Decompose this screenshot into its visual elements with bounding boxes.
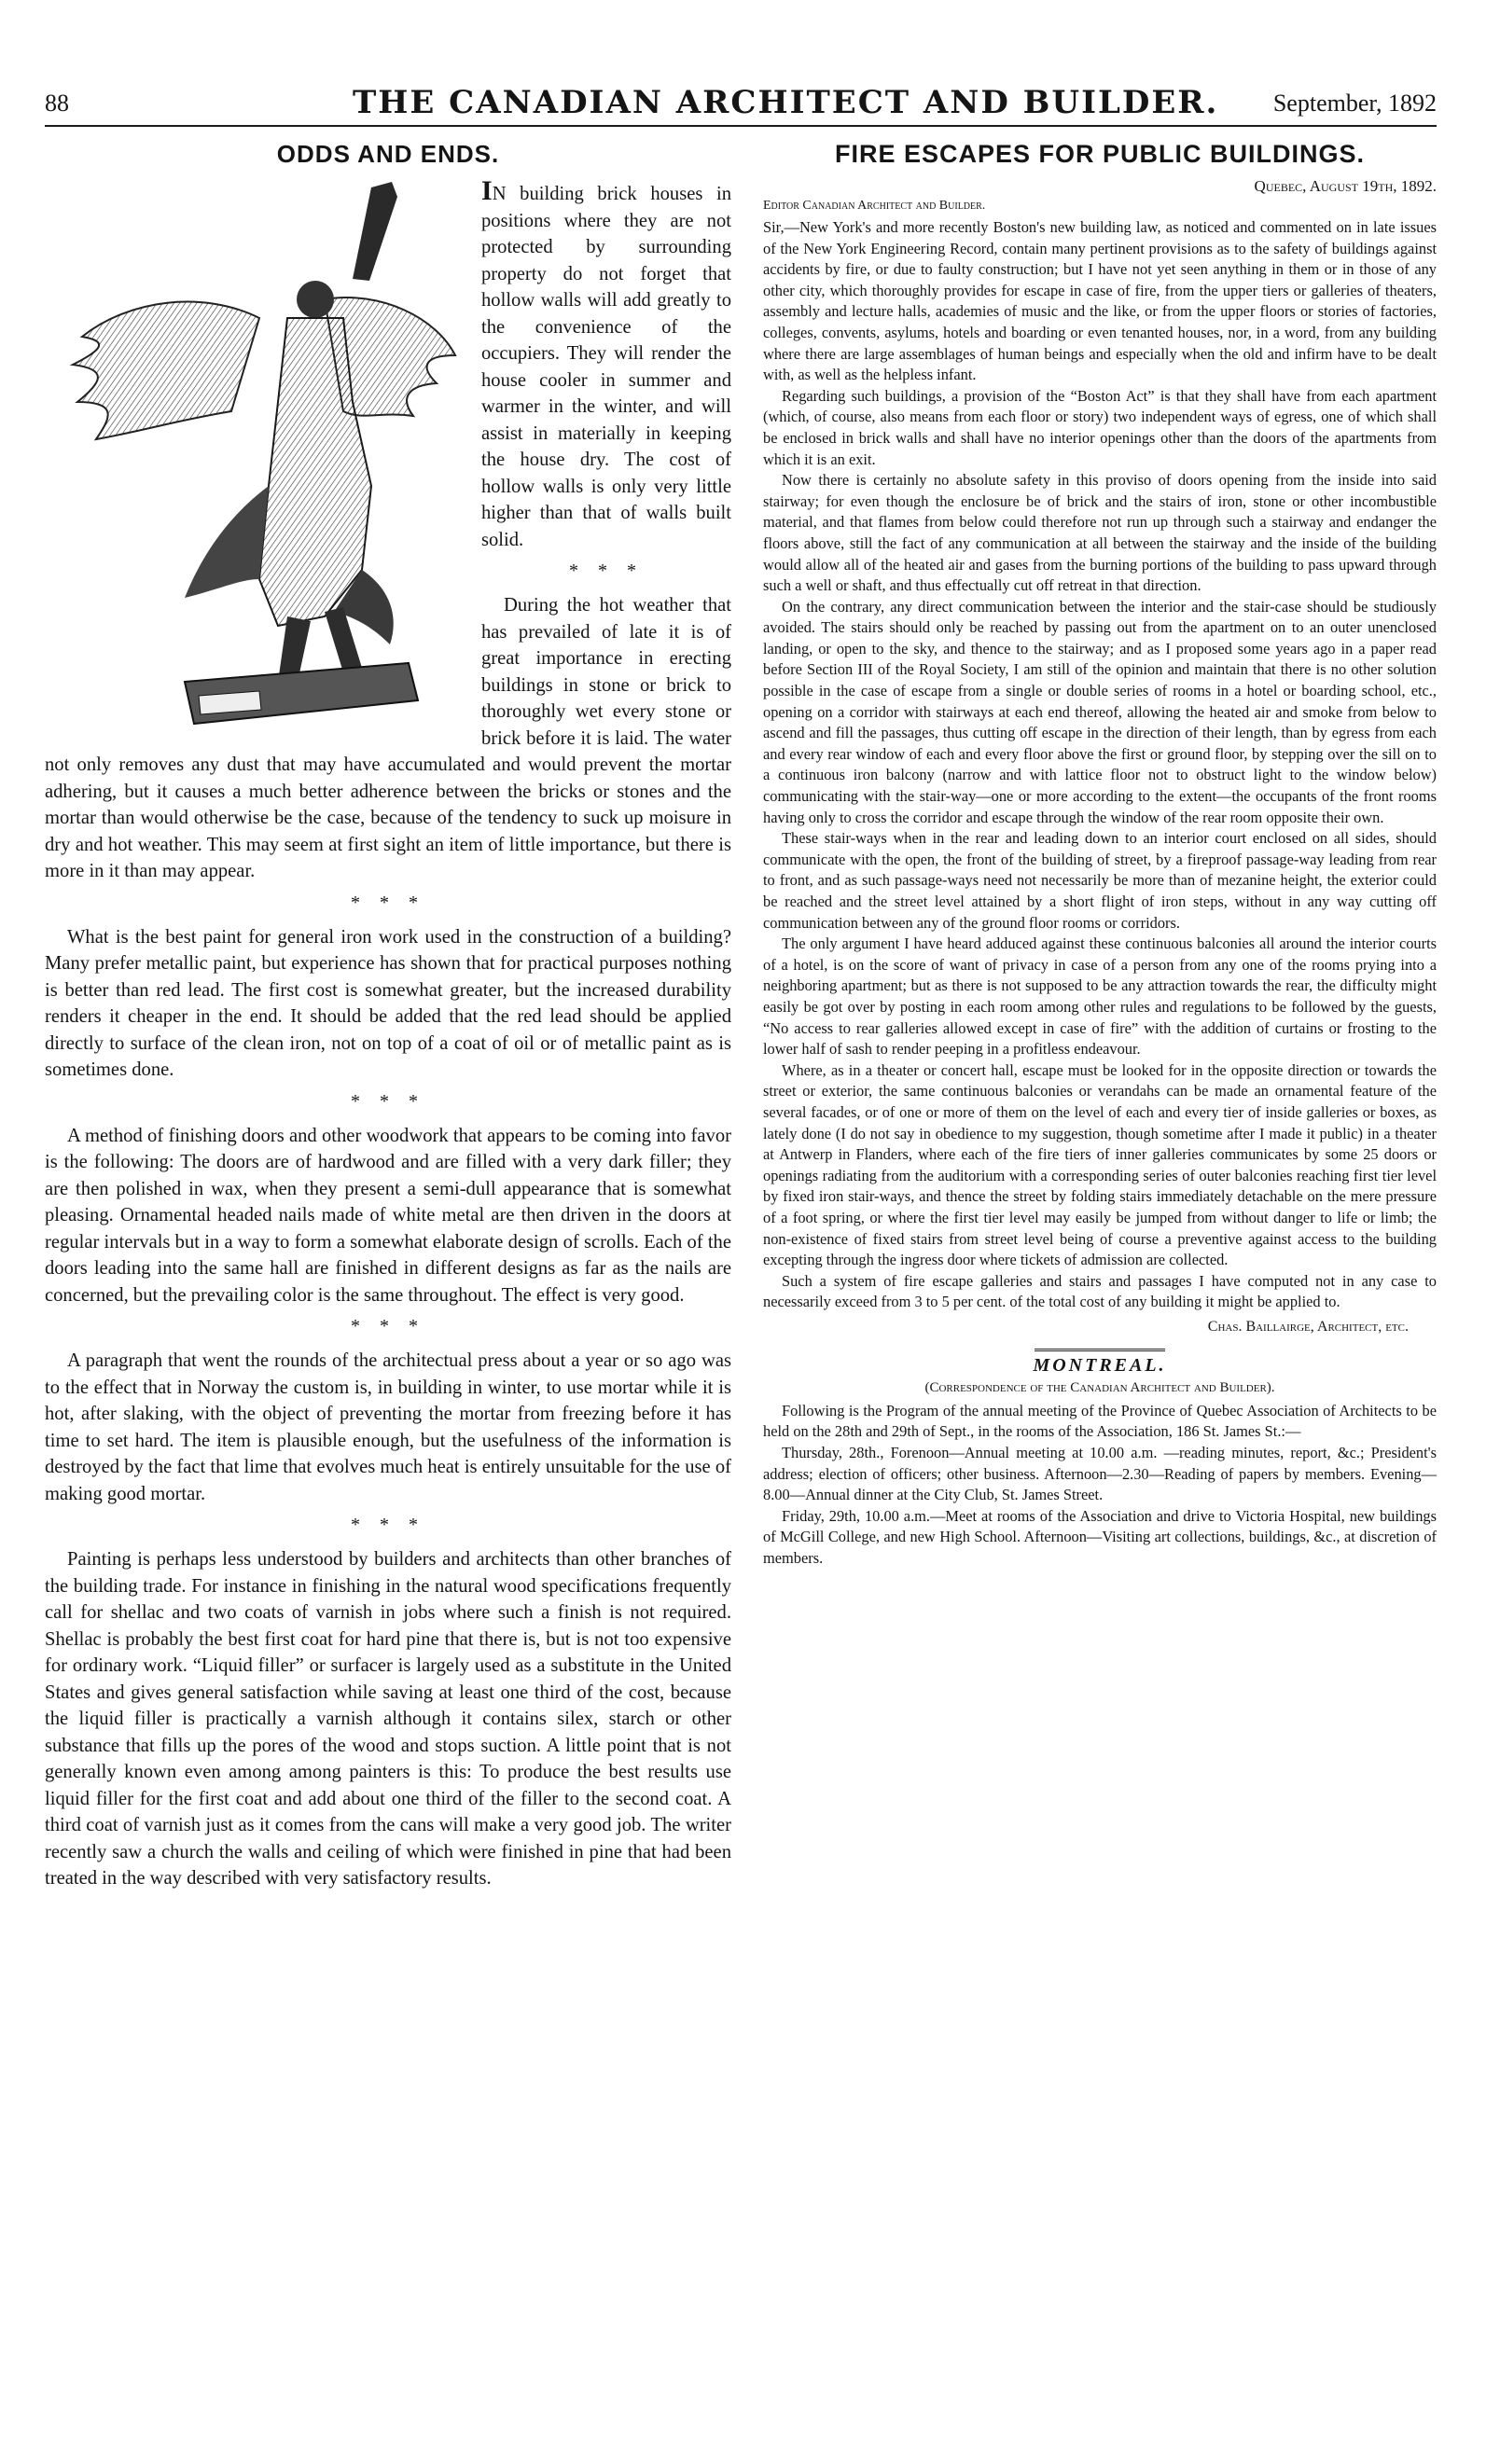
page-number: 88	[45, 90, 69, 117]
letter-paragraph: On the contrary, any direct communication between the interior and the stair-case should be studiously avoided. The stairs should only be reached by passing out from the apartment on to an outer unenclosed landing, or open to the sky, and thence to the stairway; and as I proposed some years ago in a paper read before Section III of the Royal Society, I am still of the opinion and maintain that there is no other solution possible in the case of escape from a single or double series of rooms in a hotel or boarding school, etc., opening on a corridor with stairways at each end thereof, allowing the heated air and smoke from below to ascend and fill the passages, thus cutting off escape in the direction of their length, than by egress from each and every rear window of each and every floor above the first or ground floor, by stepping over the sill on to a continuous iron balcony (narrow and with lattice floor not to obstruct light to the window below) communicating with the stair-way—one or more according to the extent—the occupants of the front rooms having only to cross the corridor and escape through the window of the rear room opposite their own.	[763, 597, 1437, 826]
paragraph-iron-paint: What is the best paint for general iron work used in the construction of a building? Many prefer metallic paint, but experience has shown that for practical purposes nothing is better than red lead. The first cost is somewhat greater, but the increased durability renders it cheaper in the end. It should be added that the red lead should be applied directly to surface of the clean iron, not on top of a coat of oil or of metallic paint as is sometimes done.	[45, 926, 731, 1080]
montreal-correspondence-note: (Correspondence of the Canadian Architect and Builder).	[924, 1379, 1275, 1395]
montreal-title: MONTREAL.	[1033, 1354, 1167, 1376]
fire-escapes-body	[763, 217, 1437, 1570]
section-divider-stars: * * *	[351, 1090, 425, 1112]
running-head	[45, 84, 1437, 127]
letter-signature: Chas. Baillairge, Architect, etc.	[1207, 1318, 1409, 1335]
left-column	[45, 140, 731, 1892]
odds-and-ends-title: ODDS AND ENDS.	[276, 140, 500, 168]
paragraph-door-finishing: A method of finishing doors and other woodwork that appears to be coming into favor is the following: The doors are of hardwood and are filled with a very dark filler; they are then polished in wax, when they present a semi-dull appearance that is somewhat pleasing. Ornamental headed nails made of white metal are then driven in the doors at regular intervals but in a way to form a somewhat elaborate design of scrolls. Each of the doors leading into the same hall are finished in different designs as far as the nails are concerned, but the prevailing color is the same throughout. The effect is very good.	[45, 1125, 731, 1306]
odds-and-ends-body	[45, 175, 731, 1892]
right-column	[763, 140, 1437, 1570]
letter-paragraph: Regarding such buildings, a provision of the “Boston Act” is that they shall have from each apartment (which, of course, also means from each floor or story) two independent ways of egress, one of which shall be enclosed in brick walls and shall have no interior openings other than the doors of the apartments from which it is an exit.	[763, 386, 1437, 468]
section-divider-stars: * * *	[351, 892, 425, 913]
paragraph-hollow-walls: IN building brick houses in positions where they are not protected by surrounding property do not forget that hollow walls will add greatly to the convenience of the occupiers. They will render the house cooler in summer and warmer in the winter, and will assist in materially in keeping the house dry. The cost of hollow walls is only very little higher than that of walls built solid.	[481, 175, 731, 550]
letter-paragraph: Now there is certainly no absolute safety in this proviso of doors opening from the inside into said stairway; for even though the enclosure be of brick and the stairs of iron, stone or other incombustible material, and that flames from below could therefore not run up through such a stairway and endanger the floors above, still the fact of any communication at all between the stairway and the inside of the building would allow all of the heated air and gases from the burning portions of the building to pass upward through such a well or shaft, and thus effectually cut off retreat in that direction.	[763, 471, 1437, 595]
letter-paragraph: These stair-ways when in the rear and leading down to an interior court enclosed on all sides, should communicate with the open, the front of the building of street, by a fireproof passage-way leading from rear to front, and as such passage-ways need not necessarily be more than of mezanine height, the exterior could be reached and the street level attained by a short flight of iron steps, without in any way cutting off communication between any of the ground floor rooms or corridors.	[763, 829, 1437, 932]
letter-dateline: Quebec, August 19th, 1892.	[1254, 177, 1437, 195]
paragraph-hot-weather: During the hot weather that has prevailed of late it is of great importance in erecting buildings in stone or brick to thoroughly wet every stone or brick before it is laid. The water not only removes any dust that may have accumulated and would prevent the mortar adhering, but it causes a much better adherence between the bricks or stones and the mortar than would otherwise be the case, because of the tendency to suck up moisure in dry and hot weather. This may seem at first sight an item of little importance, but there is more in it than may appear.	[45, 595, 731, 881]
montreal-paragraph: Following is the Program of the annual meeting of the Province of Quebec Association of Architects to be held on the 28th and 29th of Sept., in the rooms of the Association, 186 St. James St.:—	[763, 1401, 1437, 1441]
section-divider-stars: * * *	[351, 1515, 425, 1535]
drop-cap: I	[481, 175, 493, 206]
section-divider-stars: * * *	[569, 561, 644, 581]
paragraph-painting: Painting is perhaps less understood by builders and architects than other branches of the building trade. For instance in finishing in the natural wood specifications frequently call for shellac and two coats of varnish in jobs where such a finish is not required. Shellac is probably the best first coat for hard pine that there is, but is not too expensive for ordinary work. “Liquid filler” or surfacer is largely used as a substitute in the United States and gives general satisfaction while saving at least one third of the cost, because the liquid filler is practically a varnish although it contains silex, starch or other substance that fills up the pores of the wood and stops suction. A little point that is not generally known even among among painters is this: To produce the best results use liquid filler for the first coat and add about one third of the filler to the second coat. A third coat of varnish just as it comes from the cans will make a very good job. The writer recently saw a church the walls and ceiling of which were finished in pine that had been treated in the way described with very satisfactory results.	[45, 1549, 731, 1889]
letter-paragraph: Such a system of fire escape galleries and stairs and passages I have computed not in any case to necessarily exceed from 3 to 5 per cent. of the total cost of any building it might be applied to.	[763, 1271, 1437, 1311]
winged-victory-illustration	[45, 178, 465, 728]
issue-date: September, 1892	[1272, 90, 1437, 117]
section-divider-stars: * * *	[351, 1316, 425, 1336]
paragraph-norway-mortar: A paragraph that went the rounds of the architectual press about a year or so ago was to the effect that in Norway the custom is, in building in winter, to use mortar while it is hot, after slaking, with the object of preventing the mortar from freezing before it has time to set hard. The item is plausible enough, but the usefulness of the information is destroyed by the fact that lime that evolves much heat is entirely unsuitable for the use of making good mortar.	[45, 1350, 731, 1504]
fire-escapes-title: FIRE ESCAPES FOR PUBLIC BUILDINGS.	[834, 140, 1366, 168]
journal-title: THE CANADIAN ARCHITECT AND BUILDER.	[353, 84, 1219, 121]
montreal-paragraph: Friday, 29th, 10.00 a.m.—Meet at rooms of the Association and drive to Victoria Hospital, new buildings of McGill College, and new High School. Afternoon—Visiting art collections, buildings, &c., at discretion of members.	[763, 1506, 1437, 1568]
letter-paragraph: Where, as in a theater or concert hall, escape must be looked for in the opposite direction or towards the street or exterior, the same continuous balconies or verandahs can be made an ornamental feature of the several facades, or of one or more of them on the level of each and every tier of inside galleries or boxes, as lately done (I do not say in obedience to my suggestion, though sometime after I made it public) in a theater at Antwerp in Flanders, where each of the fire tiers of inner galleries communicates by some 25 doors or openings radiating from the auditorium with a corresponding series of outer balconies reaching first tier level by fixed iron stair-ways, and thence the street by folding stairs immediately detachable on the mere pressure of a foot spring, or where the first tier level may easily be jumped from without danger to life or limb; the non-existence of fixed stairs from street level being of course a preventive against access to the building excepting through the ingress door where tickets of admission are collected.	[763, 1060, 1437, 1269]
letter-addressee: Editor Canadian Architect and Builder.	[763, 199, 986, 213]
montreal-body	[763, 1401, 1437, 1570]
section-rule	[1035, 1349, 1165, 1351]
letter-paragraph: The only argument I have heard adduced against these continuous balconies all around the interior courts of a hotel, is on the score of want of privacy in case of a person from any one of the rooms prying into a neighboring apartment; but as there is not supposed to be any attraction towards the rear, the difficulty might easily be got over by posting in each room among other rules and regulations to be followed by the guests, “No access to rear galleries allowed except in case of fire” with the addition of curtains or frosting to the lower half of sash to render peeping in a profitless endeavour.	[763, 934, 1437, 1059]
montreal-paragraph: Thursday, 28th., Forenoon—Annual meeting at 10.00 a.m. —reading minutes, report, &c.; President's address; election of officers; other business. Afternoon—2.30—Reading of papers by members. Evening—8.00—Annual dinner at the City Club, St. James Street.	[763, 1444, 1437, 1504]
angel-statue-image	[45, 178, 465, 728]
letter-paragraph: Sir,—New York's and more recently Boston's new building law, as noticed and commented on in late issues of the New York Engineering Record, contain many pertinent provisions as to the safety of buildings against accidents by fire, or due to faulty construction; but I have not yet seen anything in them or in those of any other city, which thoroughly provides for escape in case of fire, from the upper tiers or galleries of theaters, assembly and lecture halls, academies of music and the like, or from the upper floors or stories of factories, colleges, convents, asylums, hotels and boarding or even tenanted houses, nor, in a word, from any building where there are large assemblages of human beings and especially when the old and infirm have to be dealt with, as well as the helpless infant.	[763, 218, 1437, 384]
